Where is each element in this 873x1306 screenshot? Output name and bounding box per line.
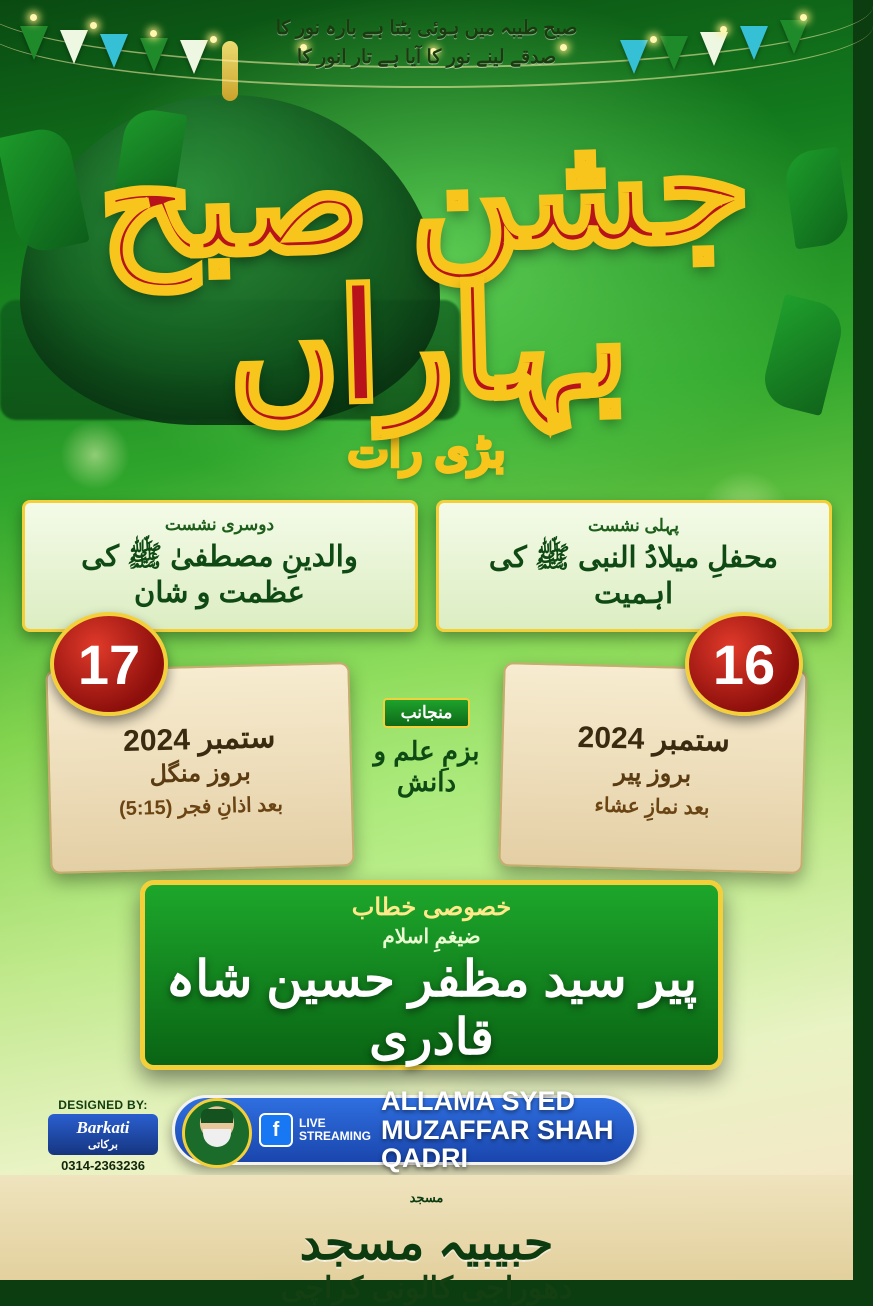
- footer-block: [0, 1190, 853, 1306]
- beard-shape: [203, 1129, 231, 1147]
- session-card-1: [436, 500, 832, 632]
- live-badge: [299, 1117, 371, 1143]
- live-speaker-name-line-2: MUZAFFAR SHAH QADRI: [381, 1114, 614, 1174]
- mosque-crest-icon: مسجد: [409, 1190, 444, 1205]
- page-title: جشن صبح بہاراں: [96, 102, 753, 435]
- streaming-label: STREAMING: [299, 1129, 371, 1143]
- day-text: بروز پیر: [614, 758, 692, 789]
- designer-card: [48, 1114, 158, 1155]
- session-caption: پہلی نشست: [588, 516, 679, 535]
- dates-row: [0, 620, 853, 880]
- time-text: بعد نمازِ عشاء: [594, 794, 710, 820]
- facebook-icon[interactable]: f: [259, 1113, 293, 1147]
- designer-brand: Barkati: [76, 1118, 130, 1137]
- session-caption: دوسری نشست: [164, 515, 275, 534]
- title-subtitle: بڑی رات: [347, 427, 506, 476]
- title-block: [0, 102, 853, 477]
- turban-shape: [201, 1109, 233, 1123]
- mosque-name: حبیبیہ مسجد: [299, 1217, 554, 1270]
- couplet-line-1: صبح طیبہ میں ہوئی بٹتا ہے بارہ نور کا: [275, 18, 578, 39]
- designer-credit: [48, 1098, 158, 1173]
- organizer-line-2: دانش: [396, 767, 457, 797]
- mosque-address: دھوراجی کالونی کراچی: [280, 1271, 573, 1305]
- date-badge-17: 17: [50, 612, 168, 716]
- designer-label: DESIGNED BY:: [58, 1098, 148, 1112]
- live-speaker-name-line-1: ALLAMA SYED: [381, 1086, 575, 1117]
- time-text: بعد اذانِ فجر (5:15): [118, 793, 284, 821]
- speaker-panel: [140, 880, 723, 1070]
- couplet-line-2: صدقے لینے نور کا آیا ہے تار انور کا: [296, 47, 557, 69]
- day-text: بروز منگل: [149, 758, 252, 789]
- sessions-row: [0, 500, 853, 632]
- designer-brand-urdu: برکاتی: [88, 1139, 118, 1151]
- organizer-ribbon: منجانب: [383, 698, 471, 728]
- live-label: LIVE: [299, 1115, 326, 1130]
- session-text: والدینِ مصطفیٰ ﷺ کی عظمت و شان: [81, 541, 358, 610]
- designer-phone: 0314-2363236: [61, 1158, 145, 1173]
- speaker-khitab-label: خصوصی خطاب: [351, 894, 512, 921]
- speaker-avatar: [182, 1098, 252, 1168]
- session-text: محفلِ میلادُ النبی ﷺ کی اہمیت: [488, 542, 779, 611]
- header-couplet: [0, 14, 853, 73]
- date-text: ستمبر 2024: [577, 721, 731, 758]
- date-badge-16: 16: [685, 612, 803, 716]
- speaker-name: پیر سید مظفر حسین شاہ قادری: [165, 951, 698, 1065]
- live-speaker-name: [381, 1087, 634, 1172]
- speaker-title: ضیغمِ اسلام: [382, 926, 481, 948]
- organizer-tag: [339, 698, 515, 798]
- date-text: ستمبر 2024: [122, 721, 276, 758]
- session-card-2: [22, 500, 418, 632]
- organizer-line-1: بزمِ علم و: [373, 736, 480, 766]
